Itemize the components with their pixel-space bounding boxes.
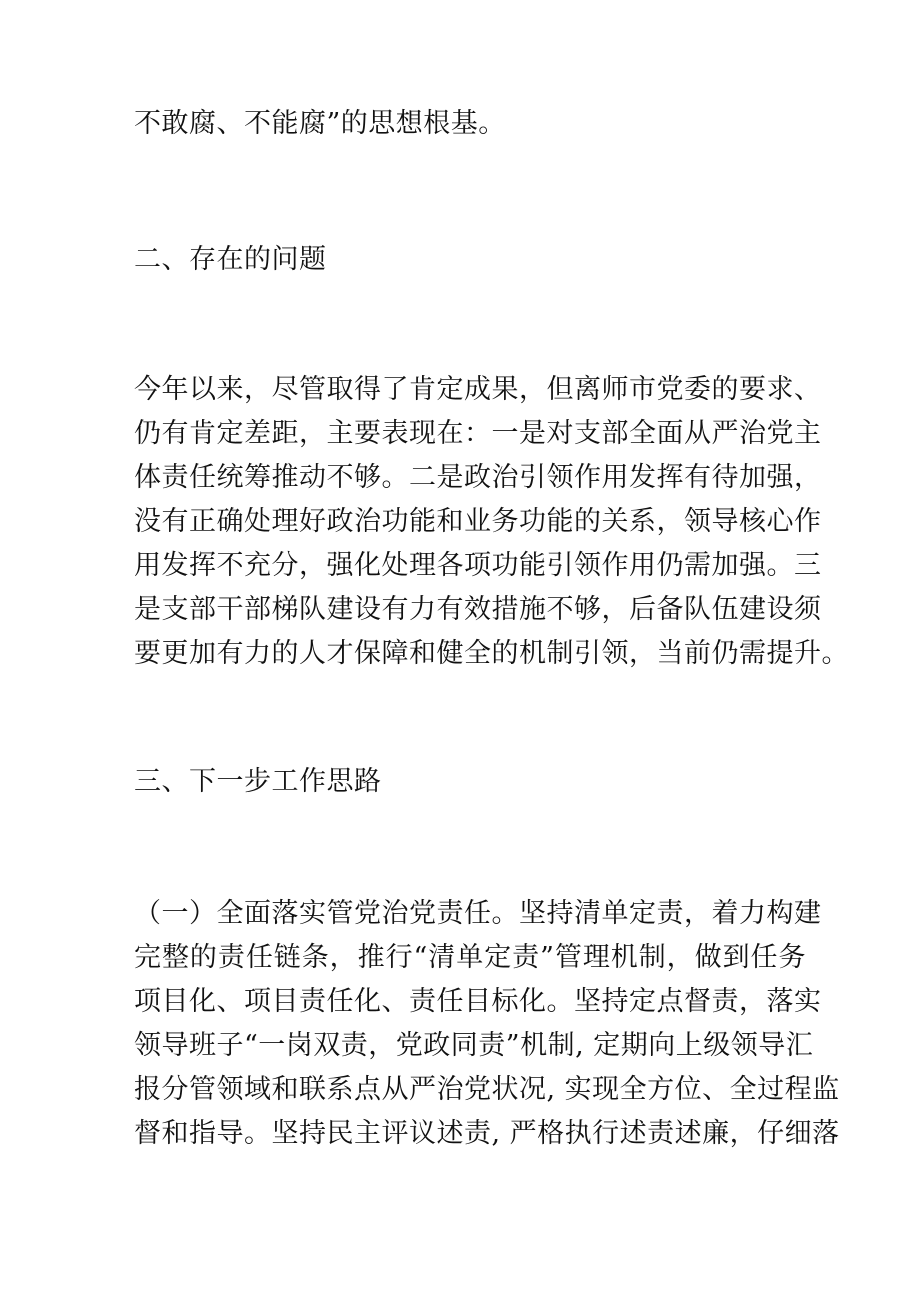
section-heading-problems: 二、存在的问题 (134, 244, 327, 275)
section-heading-next-steps: 三、下一步工作思路 (134, 766, 382, 797)
paragraph-line: 完整的责任链条，推行“清单定责”管理机制，做到任务 (134, 942, 806, 973)
continuation-line: 不敢腐、不能腐”的思想根基。 (134, 108, 506, 139)
paragraph-line: 没有正确处理好政治功能和业务功能的关系，领导核心作 (134, 506, 822, 537)
paragraph-line: 要更加有力的人才保障和健全的机制引领，当前仍需提升。 (134, 638, 849, 669)
paragraph-line: 体责任统筹推动不够。二是政治引领作用发挥有待加强， (134, 462, 822, 493)
paragraph-line: 项目化、项目责任化、责任目标化。坚持定点督责，落实 (134, 986, 822, 1017)
paragraph-line: 用发挥不充分，强化处理各项功能引领作用仍需加强。三 (134, 550, 822, 581)
paragraph-line: （一）全面落实管党治党责任。坚持清单定责，着力构建 (134, 898, 822, 929)
paragraph-line: 督和指导。坚持民主评议述责, 严格执行述责述廉，仔细落 (134, 1118, 840, 1149)
paragraph-line: 报分管领域和联系点从严治党状况, 实现全方位、全过程监 (134, 1074, 840, 1105)
paragraph-line: 是支部干部梯队建设有力有效措施不够，后备队伍建设须 (134, 594, 822, 625)
paragraph-line: 今年以来，尽管取得了肯定成果，但离师市党委的要求、 (134, 374, 822, 405)
paragraph-line: 领导班子“一岗双责，党政同责”机制, 定期向上级领导汇 (134, 1030, 814, 1061)
paragraph-line: 仍有肯定差距，主要表现在：一是对支部全面从严治党主 (134, 418, 822, 449)
